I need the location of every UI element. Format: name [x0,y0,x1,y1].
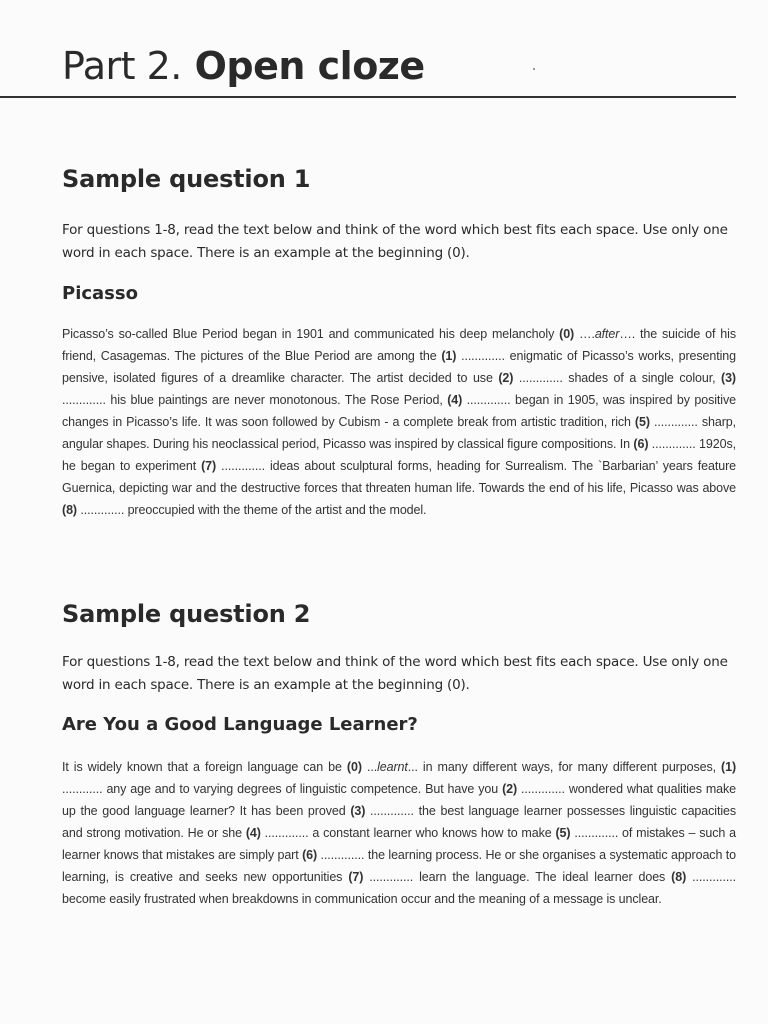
passage: Picasso’s so-called Blue Period began in 1901 and communicated his deep melancholy (0) ….after…. the suicide of his friend, Casagemas. The pictures of the Blue Period are among the (1) ............. enigmatic of Picasso’s works, presenting pensive, isolated figures of a dreamlike character. The artist decided to use (2) ............. shades of a single colour, (3) ............. his blue paintings are never monotonous. The Rose Period, (4) ............. began in 1905, was inspired by positive changes in Picasso’s life. It was soon followed by Cubism - a complete break from artistic tradition, rich (5) ............. sharp, angular shapes. During his neoclassical period, Picasso was inspired by classical figure compositions. In (6) ............. 1920s, he began to experiment (7) ............. ideas about sculptural forms, heading for Surrealism. The `Barbarian’ years feature Guernica, depicting war and the destructive forces that threaten human life. Towards the end of his life, Picasso was above (8) ............. preoccupied with the theme of the artist and the model. [62,327,737,517]
example-answer: learnt [377,760,408,774]
gap-number: (7) [201,459,217,473]
gap-number: (1) [441,349,457,363]
gap-number: (8) [62,503,77,517]
gap-number: (2) [498,371,514,385]
section-heading: Sample question 1 [62,165,311,193]
example-answer: after [594,327,620,341]
gap-number: (6) [302,848,318,862]
gap-number: (0) [559,327,575,341]
gap-number: (1) [721,760,737,774]
gap-number: (3) [721,371,736,385]
sample-question-2 [62,599,736,910]
scan-speck [533,68,535,70]
gap-number: (4) [245,826,261,840]
text-title: Picasso [62,283,138,304]
gap-number: (2) [502,782,518,796]
text-title: Are You a Good Language Learner? [62,714,418,735]
page-title [62,42,425,90]
instructions: For questions 1-8, read the text below and think of the word which best fits each space. Use only one word in each space. There is an example at the beginning (0). [62,654,728,693]
passage: It is widely known that a foreign language can be (0) ...learnt... in many different ways, for many different purposes, (1) ............ any age and to varying degrees of linguistic competence. But have you (2) ............. wondered what qualities make up the good language learner? It has been proved (3) ............. the best language learner possesses linguistic capacities and strong motivation. He or she (4) ............. a constant learner who knows how to make (5) ............. of mistakes – such a learner knows that mistakes are simply part (6) ............. the learning process. He or she organises a systematic approach to learning, is creative and seeks new opportunities (7) ............. learn the language. The ideal learner does (8) ............. become easily frustrated when breakdowns in communication occur and the meaning of a message is unclear. [62,760,737,906]
gap-number: (8) [671,870,687,884]
sample-question-1 [62,164,736,521]
page-header [0,38,736,98]
instructions: For questions 1-8, read the text below and think of the word which best fits each space. Use only one word in each space. There is an example at the beginning (0). [62,222,728,261]
gap-number: (0) [346,760,362,774]
page-title-part: Part 2. [62,44,182,88]
gap-number: (7) [348,870,364,884]
page-title-bold: Open cloze [194,44,425,88]
gap-number: (3) [350,804,366,818]
gap-number: (4) [447,393,463,407]
gap-number: (6) [633,437,649,451]
section-heading: Sample question 2 [62,600,311,628]
gap-number: (5) [634,415,650,429]
gap-number: (5) [555,826,571,840]
